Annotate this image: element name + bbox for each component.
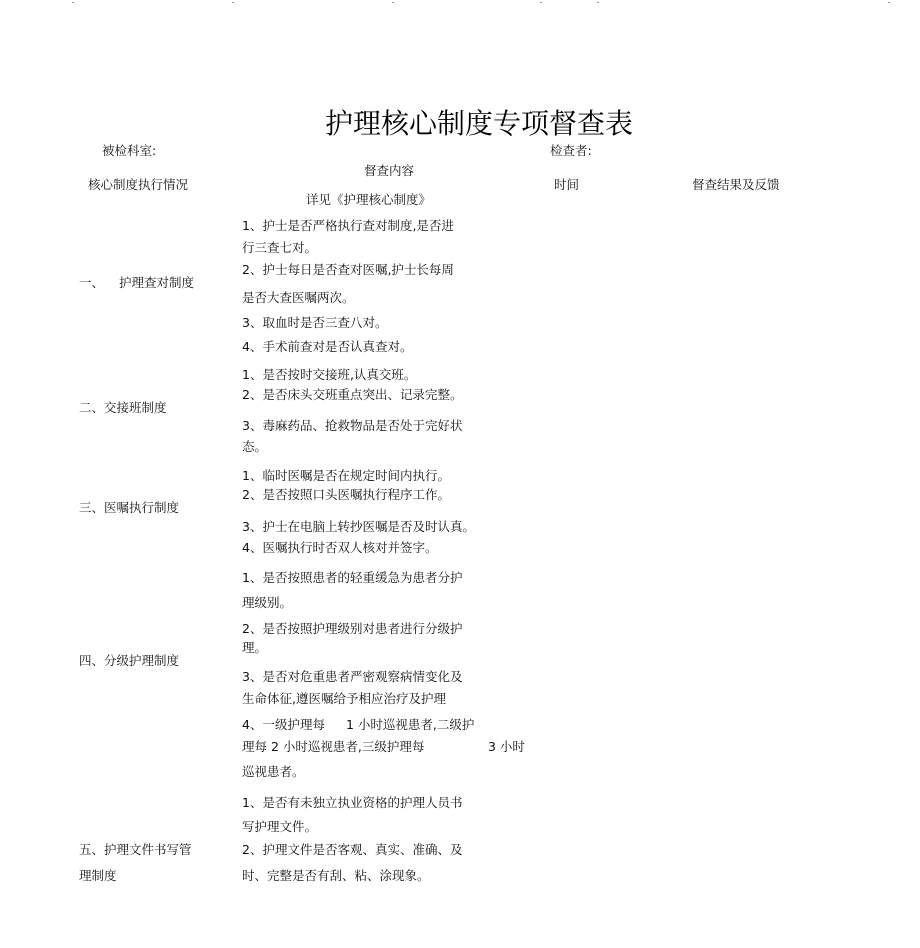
section-5-item: 时、完整是否有刮、粘、涂现象。 [242, 868, 430, 883]
col-header-content: 督查内容 [364, 163, 415, 178]
section-4-item: 理。 [242, 640, 268, 655]
section-4-item: 2、是否按照护理级别对患者进行分级护 [242, 621, 463, 636]
section-4-item: 巡视患者。 [242, 764, 305, 779]
section-5-title: 理制度 [79, 868, 117, 883]
section-4-item: 1、是否按照患者的轻重缓急为患者分护 [242, 570, 463, 585]
section-2-item: 1、是否按时交接班,认真交班。 [242, 367, 417, 382]
page-title: 护理核心制度专项督查表 [325, 107, 634, 140]
section-1-item: 1、护士是否严格执行查对制度,是否进 [242, 218, 454, 233]
section-5-item: 写护理文件。 [242, 819, 318, 834]
col-header-result: 督查结果及反馈 [692, 177, 780, 192]
section-3-item: 4、医嘱执行时否双人核对并签字。 [242, 540, 438, 555]
section-5-item: 2、护理文件是否客观、真实、准确、及 [242, 842, 463, 857]
section-4-item: 3、是否对危重患者严密观察病情变化及 [242, 669, 463, 684]
col-header-system: 核心制度执行情况 [88, 177, 189, 192]
scan-mark [540, 2, 542, 3]
scan-mark [232, 2, 234, 3]
section-3-item: 3、护士在电脑上转抄医嘱是否及时认真。 [242, 519, 475, 534]
scan-mark [888, 2, 890, 3]
inspector-label: 检查者: [550, 143, 592, 158]
section-4-item: 1 小时巡视患者,二级护 [346, 717, 475, 732]
section-1-title: 护理查对制度 [119, 275, 195, 290]
dept-label: 被检科室: [102, 143, 157, 158]
section-1-item: 行三查七对。 [242, 240, 318, 255]
section-1-item: 2、护士每日是否查对医嘱,护士长每周 [242, 262, 454, 277]
section-3-item: 2、是否按照口头医嘱执行程序工作。 [242, 487, 450, 502]
section-1-item: 4、手术前查对是否认真查对。 [242, 339, 413, 354]
section-2-item: 2、是否床头交班重点突出、记录完整。 [242, 387, 463, 402]
scan-mark [597, 2, 599, 3]
section-2-item: 态。 [242, 439, 268, 454]
section-5-title: 五、护理文件书写管 [79, 842, 192, 857]
section-2-item: 3、毒麻药品、抢救物品是否处于完好状 [242, 418, 463, 433]
section-4-item: 生命体征,遵医嘱给予相应治疗及护理 [242, 691, 446, 706]
section-3-item: 1、临时医嘱是否在规定时间内执行。 [242, 468, 450, 483]
section-1-item: 3、取血时是否三查八对。 [242, 315, 388, 330]
col-header-time: 时间 [554, 177, 580, 192]
col-header-content-sub: 详见《护理核心制度》 [306, 192, 432, 207]
section-4-item: 理每 2 小时巡视患者,三级护理每 [242, 739, 425, 754]
section-4-item: 3 小时 [488, 739, 525, 754]
section-2-title: 二、交接班制度 [79, 400, 167, 415]
section-5-item: 1、是否有未独立执业资格的护理人员书 [242, 795, 463, 810]
section-3-title: 三、医嘱执行制度 [79, 500, 180, 515]
scan-mark [392, 2, 394, 3]
scan-mark [72, 2, 74, 3]
section-4-item: 4、一级护理每 [242, 717, 325, 732]
section-4-item: 理级别。 [242, 595, 293, 610]
section-4-title: 四、分级护理制度 [79, 653, 180, 668]
section-1-item: 是否大查医嘱两次。 [242, 290, 355, 305]
section-1-number: 一、 [79, 275, 105, 290]
